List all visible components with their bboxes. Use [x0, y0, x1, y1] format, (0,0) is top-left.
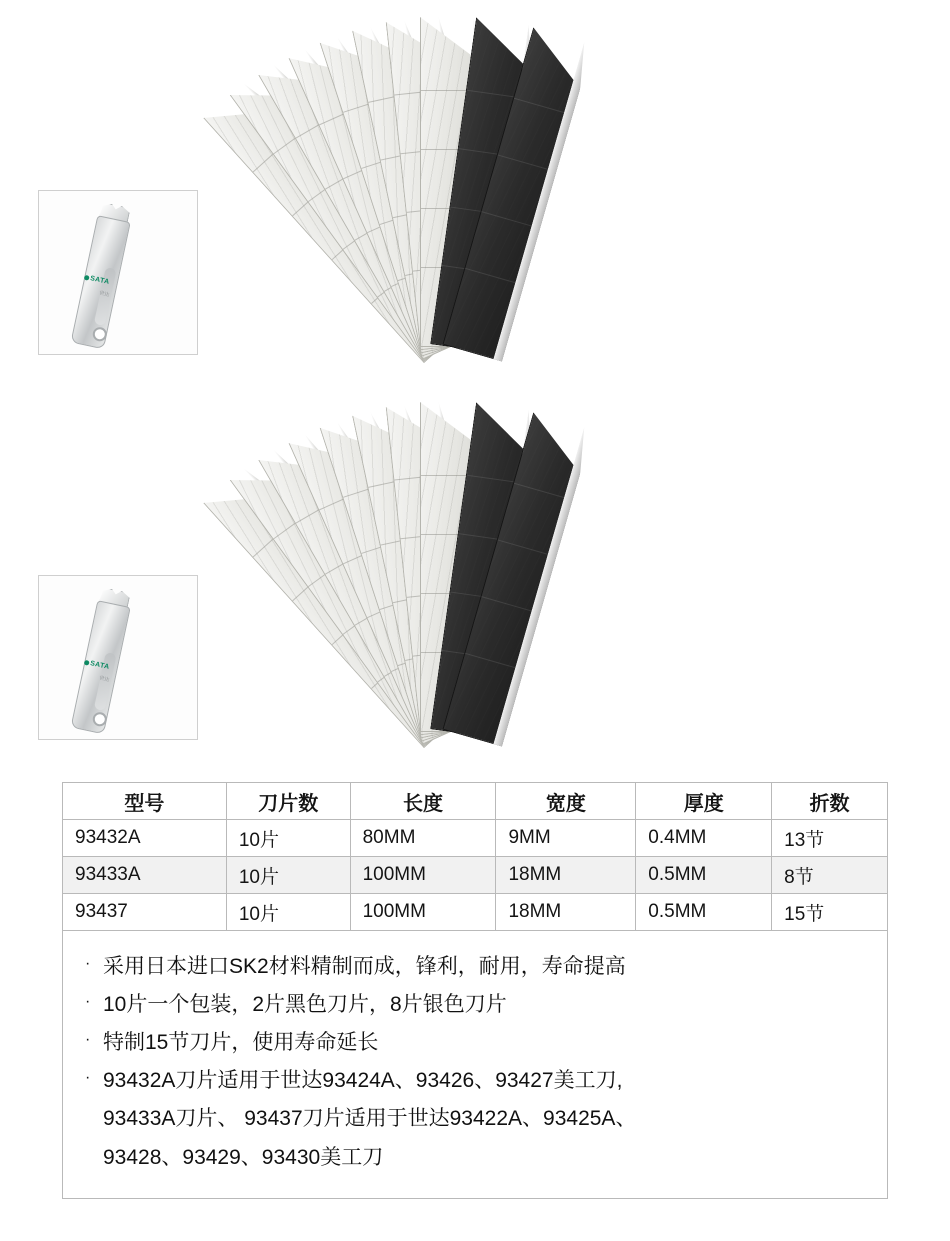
table-row: [63, 820, 888, 857]
cell-length: 100MM: [350, 857, 496, 894]
table-header-row: [63, 783, 888, 820]
specification-table: [62, 782, 888, 931]
feature-text: 10片一个包装，2片黑色刀片，8片银色刀片: [103, 993, 507, 1017]
cell-model: 93433A: [63, 857, 227, 894]
brand-sub-text: 世达: [98, 290, 110, 299]
product-image-block-9mm: [0, 0, 950, 385]
bullet-icon: ·: [85, 955, 91, 972]
utility-knife-thumbnail: [38, 575, 198, 740]
cell-length: 100MM: [350, 894, 496, 931]
feature-text: 93428、93429、93430美工刀: [103, 1145, 384, 1169]
cell-segments: 13节: [772, 820, 888, 857]
cell-count: 10片: [226, 894, 350, 931]
brand-logo-text: SATA: [89, 660, 111, 672]
utility-knife-illustration: [62, 200, 137, 351]
bullet-icon: ·: [85, 1031, 91, 1049]
list-item-continuation: [85, 1101, 865, 1137]
features-box: [62, 930, 888, 1199]
feature-text: 93433A刀片、 93437刀片适用于世达93422A、93425A、: [103, 1107, 637, 1131]
table-row: [63, 857, 888, 894]
table-header-segments: 折数: [772, 783, 888, 820]
brand-logo-text: SATA: [89, 275, 111, 287]
cell-segments: 15节: [772, 894, 888, 931]
list-item: [85, 949, 865, 985]
blade-fan-18mm: [250, 385, 950, 770]
cell-width: 18MM: [496, 857, 636, 894]
table-header-length: 长度: [350, 783, 496, 820]
product-image-block-18mm: [0, 385, 950, 770]
feature-text: 采用日本进口SK2材料精制而成，锋利，耐用，寿命提高: [103, 955, 626, 978]
table-header-width: 宽度: [496, 783, 636, 820]
cell-model: 93437: [63, 894, 227, 931]
list-item: [85, 1025, 865, 1061]
cell-segments: 8节: [772, 857, 888, 894]
cell-width: 9MM: [496, 820, 636, 857]
cell-length: 80MM: [350, 820, 496, 857]
list-item: [85, 987, 865, 1023]
table-header-count: 刀片数: [226, 783, 350, 820]
utility-knife-thumbnail: [38, 190, 198, 355]
list-item: [85, 1063, 865, 1099]
list-item-continuation: [85, 1140, 865, 1176]
cell-thickness: 0.5MM: [636, 857, 772, 894]
knife-lanyard-hole: [91, 326, 108, 343]
bullet-icon: ·: [85, 993, 91, 1011]
brand-sub-text: 世达: [98, 675, 110, 684]
cell-thickness: 0.5MM: [636, 894, 772, 931]
cell-width: 18MM: [496, 894, 636, 931]
table-header-model: 型号: [63, 783, 227, 820]
feature-text: 93432A刀片适用于世达93424A、93426、93427美工刀,: [103, 1069, 623, 1093]
table-header-thickness: 厚度: [636, 783, 772, 820]
feature-text: 特制15节刀片，使用寿命延长: [103, 1031, 379, 1055]
cell-count: 10片: [226, 820, 350, 857]
knife-lanyard-hole: [91, 711, 108, 728]
table-row: [63, 894, 888, 931]
cell-thickness: 0.4MM: [636, 820, 772, 857]
cell-model: 93432A: [63, 820, 227, 857]
cell-count: 10片: [226, 857, 350, 894]
blade-fan-9mm: [250, 0, 950, 385]
bullet-icon: ·: [85, 1069, 91, 1087]
utility-knife-illustration: [62, 585, 137, 736]
